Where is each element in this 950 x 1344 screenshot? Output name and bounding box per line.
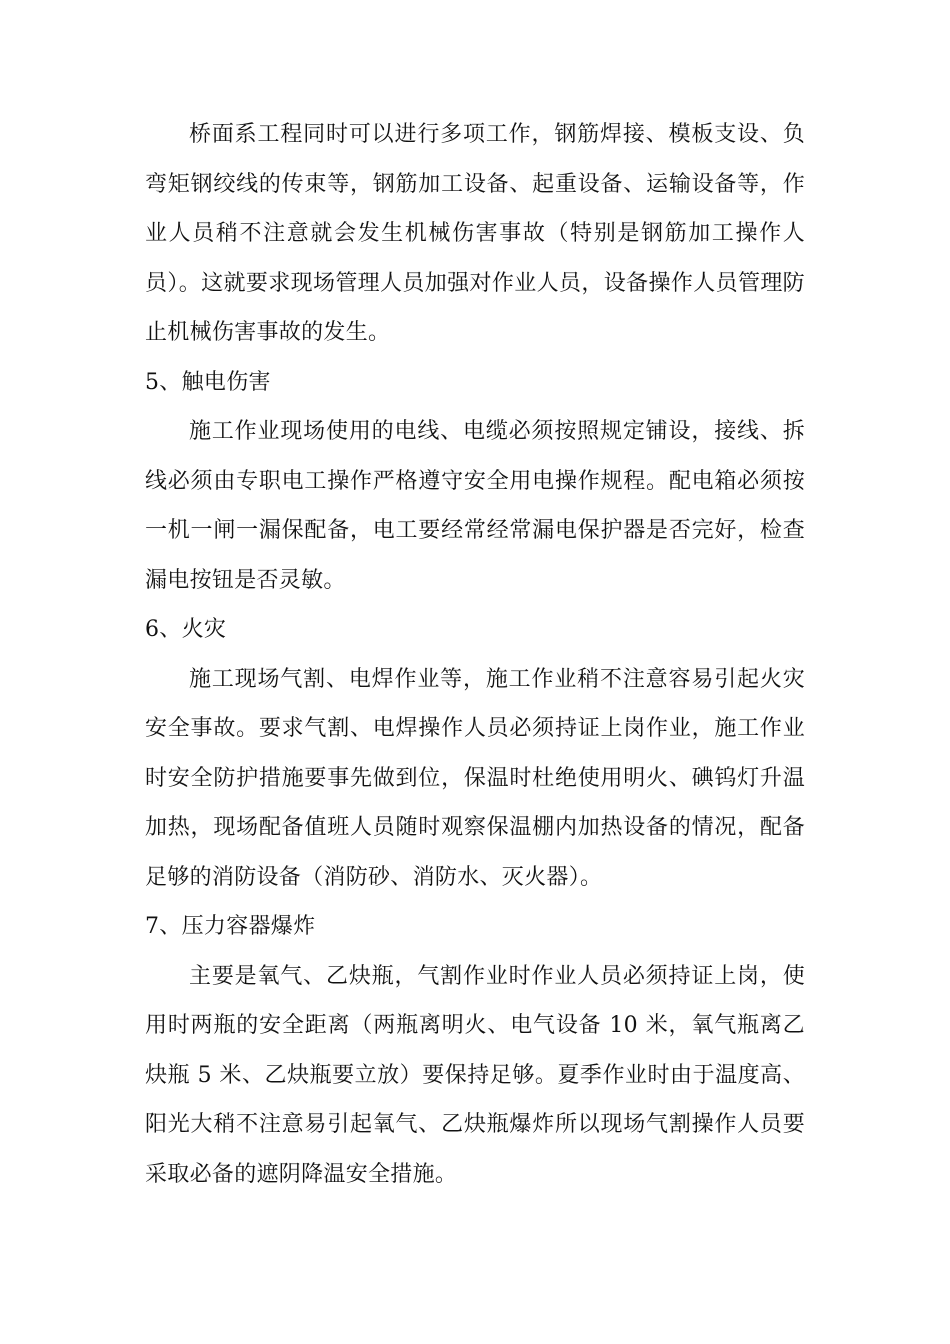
heading-electric-shock: 5、触电伤害 (145, 369, 271, 395)
heading-pressure-vessel-explosion: 7、压力容器爆炸 (145, 914, 316, 939)
paragraph-electric-shock: 施工作业现场使用的电线、电缆必须按照规定铺设，接线、拆线必须由专职电工操作严格遵守安全用电操作规程。配电箱必须按一机一闸一漏保配备，电工要经常经常漏电保护器是否完好，检查漏电按钮是否灵敏。 (145, 419, 805, 593)
paragraph-fire: 施工现场气割、电焊作业等，施工作业稍不注意容易引起火灾安全事故。要求气割、电焊操作人员必须持证上岗作业，施工作业时安全防护措施要事先做到位，保温时杜绝使用明火、碘钨灯升温加热，现场配备值班人员随时观察保温棚内加热设备的情况，配备足够的消防设备（消防砂、消防水、灭火器）。 (145, 666, 805, 890)
paragraph-mechanical-injury: 桥面系工程同时可以进行多项工作，钢筋焊接、模板支设、负弯矩钢绞线的传束等，钢筋加工设备、起重设备、运输设备等，作业人员稍不注意就会发生机械伤害事故（特别是钢筋加工操作人员）。这就要求现场管理人员加强对作业人员，设备操作人员管理防止机械伤害事故的发生。 (145, 122, 805, 345)
paragraph-pressure-vessel-explosion: 主要是氧气、乙炔瓶，气割作业时作业人员必须持证上岗，使用时两瓶的安全距离（两瓶离明火、电气设备 10 米，氧气瓶离乙炔瓶 5 米、乙炔瓶要立放）要保持足够。夏季作业时由于温度高、阳光大稍不注意易引起氧气、乙炔瓶爆炸所以现场气割操作人员要采取必备的遮阴降温安全措施。 (145, 963, 805, 1187)
heading-fire: 6、火灾 (145, 617, 227, 642)
